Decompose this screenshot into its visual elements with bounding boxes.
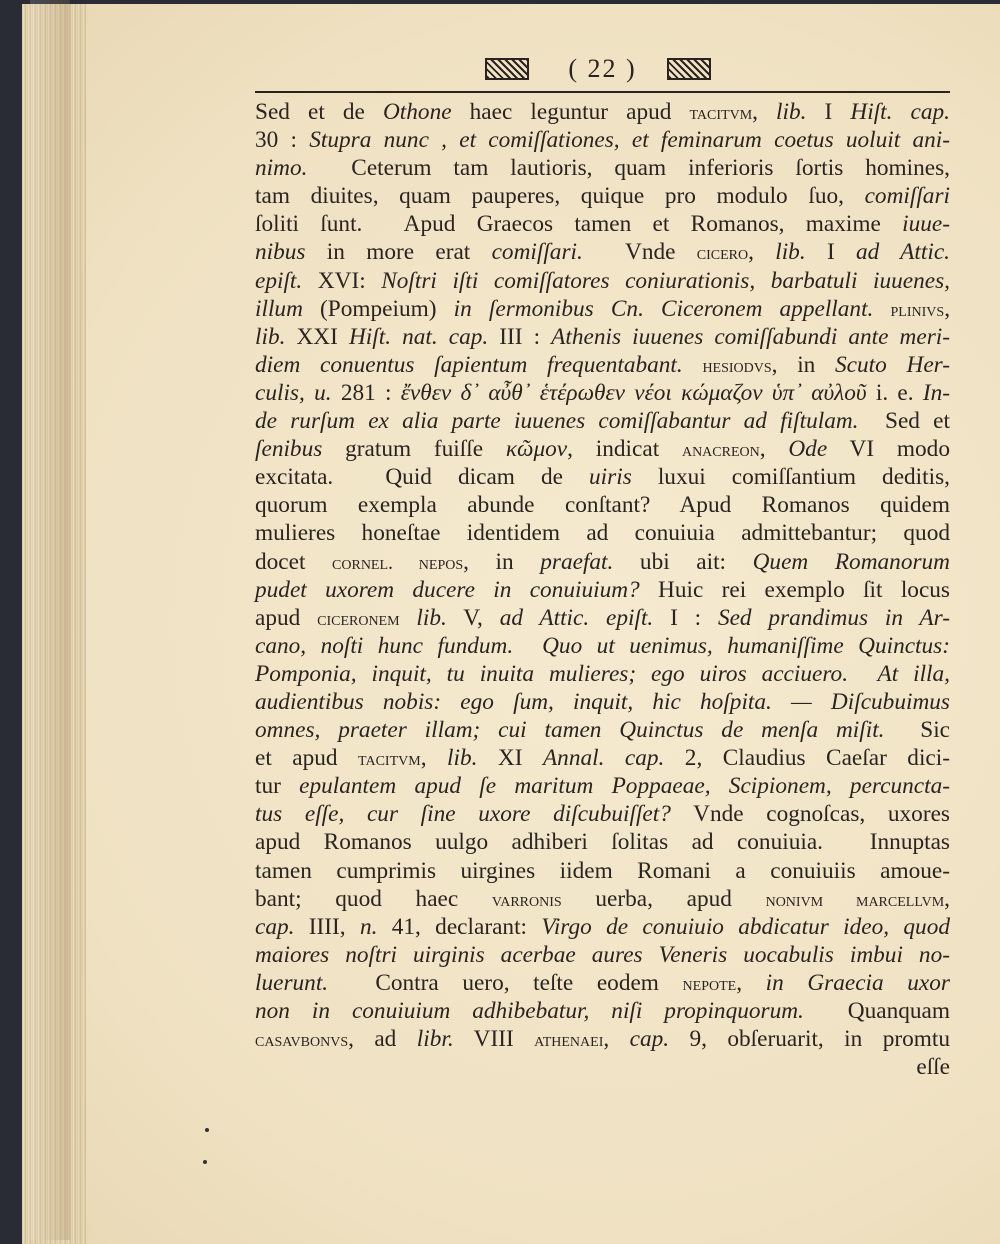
italic-text: Virgo de conuiuio abdicatur ideo, quod [541,913,950,940]
italic-text: Annal. cap. [542,745,665,772]
italic-text: Hiſt. cap. [850,99,950,125]
roman-text: 281 : [331,379,401,406]
roman-text: , [736,969,766,996]
roman-text: XI [477,745,543,772]
roman-text: quorum exempla abunde conſtant? Apud Romanos quidem [255,492,950,519]
text-line [255,154,950,182]
body-text [255,98,950,1081]
small-caps-name: cicero [696,242,749,265]
roman-text: Ceterum tam lautioris, quam inferioris ſortis homines, [307,155,950,182]
small-caps-name: athenaei [534,1029,604,1052]
italic-text: non in conuiuium adhibebatur, niſi propinquorum. [255,998,804,1024]
text-line [255,463,950,491]
italic-text: cap. [629,1026,670,1053]
italic-text: nibus [255,239,306,266]
roman-text: , indicat [567,436,682,463]
roman-text: Sed et de [255,99,383,125]
small-caps-name: varronis [491,888,562,911]
italic-text: audientibus nobis: ego ſum, inquit, hic hoſpita. — Diſcubuimus [255,688,950,715]
roman-text: Huic rei exemplo ſit locus [639,576,950,603]
ornament-right-icon [667,58,711,80]
roman-text: (Pompeium) [302,295,454,322]
italic-text: cano, noſti hunc fundum. Quo ut uenimus, humaniſſime Quinctus: [255,632,950,659]
italic-text: Ode [788,436,828,463]
roman-text: , in [463,548,541,575]
small-caps-name: tacitvm [689,102,753,124]
roman-text: tam diuites, quam pauperes, quique pro modulo ſuo, [255,183,865,210]
roman-text: Quanquam [803,998,950,1024]
italic-text: Scuto Her- [835,351,951,378]
text-line [255,660,950,688]
text-line [255,716,950,744]
roman-text: tur [255,773,300,800]
roman-text: in more erat [305,239,492,266]
italic-text: Pomponia, inquit, tu inuita mulieres; ego uiros acciuero. At illa, [255,660,950,687]
roman-text: XVI: [302,267,382,294]
text-line [255,800,950,828]
roman-text: ubi ait: [613,548,753,575]
italic-text: ἔνθεν δ᾽ αὖθ᾽ ἑτέρωθεν νέοι κώμαζον ὑπ᾽ αὐλοῦ [400,379,867,406]
italic-text: illum [255,295,303,322]
text-line [255,688,950,716]
roman-text: , ad [348,1026,417,1053]
roman-text: 30 : [255,127,310,154]
text-line [255,267,950,295]
roman-text: I [805,239,857,266]
italic-text: comiſſari [864,183,950,210]
text-line [255,857,950,885]
roman-text: i. e. [866,379,923,406]
text-line [255,772,950,800]
italic-text: epulantem apud ſe maritum Poppaeae, Scipionem, percuncta- [299,773,950,800]
italic-text: comiſſari. [491,239,583,266]
ink-speck [203,1160,207,1164]
text-line [255,126,950,154]
italic-text: iuue- [902,211,950,238]
header-rule [255,91,950,93]
roman-text [683,352,703,378]
italic-text: pudet uxorem ducere in conuiuium? [255,576,640,603]
italic-text: maiores noſtri uirginis acerbae aures Veneris uocabulis imbui no- [255,941,950,968]
roman-text: Sic [884,717,951,744]
roman-text: III : [488,323,552,350]
italic-text: Othone [382,99,452,125]
roman-text: excitata. Quid dicam de [255,464,590,491]
roman-text: Contra uero, teſte eodem [328,969,683,996]
italic-text: epiſt. [255,267,303,294]
italic-text: cap. [255,913,295,940]
italic-text: ſenibus [255,436,323,463]
text-line [255,491,950,519]
text-line [255,182,950,210]
roman-text: luxui comiſſantium deditis, [631,464,950,491]
italic-text: lib. [416,604,447,631]
roman-text: 2, Claudius Caeſar dici- [664,745,951,772]
roman-text: 41, declarant: [377,913,542,940]
roman-text: , [748,239,776,266]
text-line [255,379,950,407]
roman-text: apud [255,604,318,631]
text-line [255,604,950,632]
roman-text: , [944,885,950,912]
page-number: ( 22 ) [568,54,637,83]
roman-text: 9, obſeruarit, in promtu [669,1026,950,1053]
italic-text: lib. [255,323,286,350]
roman-text: , [759,436,789,463]
roman-text: IIII, [294,913,360,940]
text-line [255,632,950,660]
text-line [255,969,950,997]
small-caps-name: cornel. nepos [332,551,464,574]
text-line [255,885,950,913]
text-line [255,744,950,772]
small-caps-name: anacreon [681,439,760,462]
roman-text: docet [255,548,333,575]
roman-text [873,296,890,322]
roman-text [400,605,417,631]
italic-text: omnes, praeter illam; cui tamen Quinctus de menſa miſit. [255,717,885,744]
italic-text: praefat. [540,548,614,575]
italic-text: lib. [447,745,478,772]
roman-text: gratum fuiſſe [322,436,506,463]
text-line [255,210,950,238]
italic-text: de rurſum ex alia parte iuuenes comiſſabantur ad fiſtulam. [255,408,859,435]
text-line [255,576,950,604]
text-line [255,997,950,1025]
italic-text: Sed prandimus in Ar- [717,604,950,631]
roman-text: bant; quod haec [255,885,492,912]
small-caps-name: casavbonvs [255,1029,349,1052]
text-line [255,548,950,576]
page-shadow [30,0,70,1240]
running-header [255,48,950,88]
text-line [255,98,950,126]
roman-text: , [752,99,777,125]
roman-text: , [944,295,951,322]
text-line [255,941,950,969]
small-caps-name: nonivm marcellvm [765,888,945,911]
roman-text: tamen cumprimis uirgines iidem Romani a conuiuiis amoue- [255,857,950,884]
italic-text: Quem Romanorum [752,548,951,575]
text-line [255,519,950,547]
small-caps-name: ciceronem [317,607,400,630]
roman-text: , [420,745,447,772]
italic-text: uiris [589,464,632,491]
italic-text: Athenis iuuenes comiſſabundi ante meri- [551,323,950,350]
roman-text: et apud [255,745,359,772]
roman-text: , [603,1026,630,1053]
roman-text: Vnde [582,239,697,266]
italic-text: ad Attic. [856,239,951,266]
italic-text: libr. [416,1026,454,1053]
italic-text: Hiſt. nat. cap. [348,323,489,350]
italic-text: Stupra nunc , et comiſſationes, et feminarum coetus uoluit ani- [309,127,951,154]
small-caps-name: hesiodvs [702,354,772,377]
roman-text: ſoliti ſunt. Apud Graecos tamen et Romanos, maxime [255,211,903,238]
text-line [255,351,950,379]
small-caps-name: plinivs [890,298,945,321]
italic-text: luerunt. [255,969,329,996]
italic-text: nimo. [255,155,308,182]
roman-text: VIII [453,1026,535,1053]
text-line [255,295,950,323]
text-line [255,828,950,856]
roman-text: Sed et [858,408,950,435]
italic-text: lib. [776,99,807,125]
roman-text: I [806,99,851,125]
roman-text: apud Romanos uulgo adhiberi ſolitas ad conuiuia. Innuptas [255,829,950,856]
roman-text: I : [653,604,718,631]
italic-text: n. [359,913,378,940]
roman-text: mulieres honeſtae identidem ad conuiuia admittebantur; quod [255,520,950,547]
roman-text: VI modo [827,436,950,463]
roman-text: V, [446,604,500,631]
small-caps-name: nepote [682,972,737,995]
italic-text: diem conuentus ſapientum frequentabant. [255,351,683,378]
italic-text: ad Attic. epiſt. [499,604,654,631]
text-line [255,238,950,266]
italic-text: κῶμον [505,436,568,463]
ink-speck [205,1128,209,1132]
roman-text: uerba, apud [561,885,766,912]
roman-text: XXI [285,323,349,350]
roman-text: , in [771,351,836,378]
italic-text: In- [922,379,951,406]
small-caps-name: tacitvm [358,748,421,771]
catchword: eſſe [916,1054,950,1081]
italic-text: lib. [775,239,806,266]
text-line [255,913,950,941]
italic-text: culis, u. [255,379,332,406]
italic-text: in ſermonibus Cn. Ciceronem appellant. [453,295,874,322]
italic-text: tus eſſe, cur ſine uxore diſcubuiſſet? [255,801,671,828]
text-line [255,1025,950,1053]
roman-text: Vnde cognoſcas, uxores [670,801,950,828]
text-line [255,407,950,435]
roman-text: haec leguntur apud [451,99,690,125]
italic-text: in Graecia uxor [765,969,950,996]
italic-text: Noſtri iſti comiſſatores coniurationis, barbatuli iuuenes, [381,267,950,294]
text-line [255,323,950,351]
text-line [255,435,950,463]
